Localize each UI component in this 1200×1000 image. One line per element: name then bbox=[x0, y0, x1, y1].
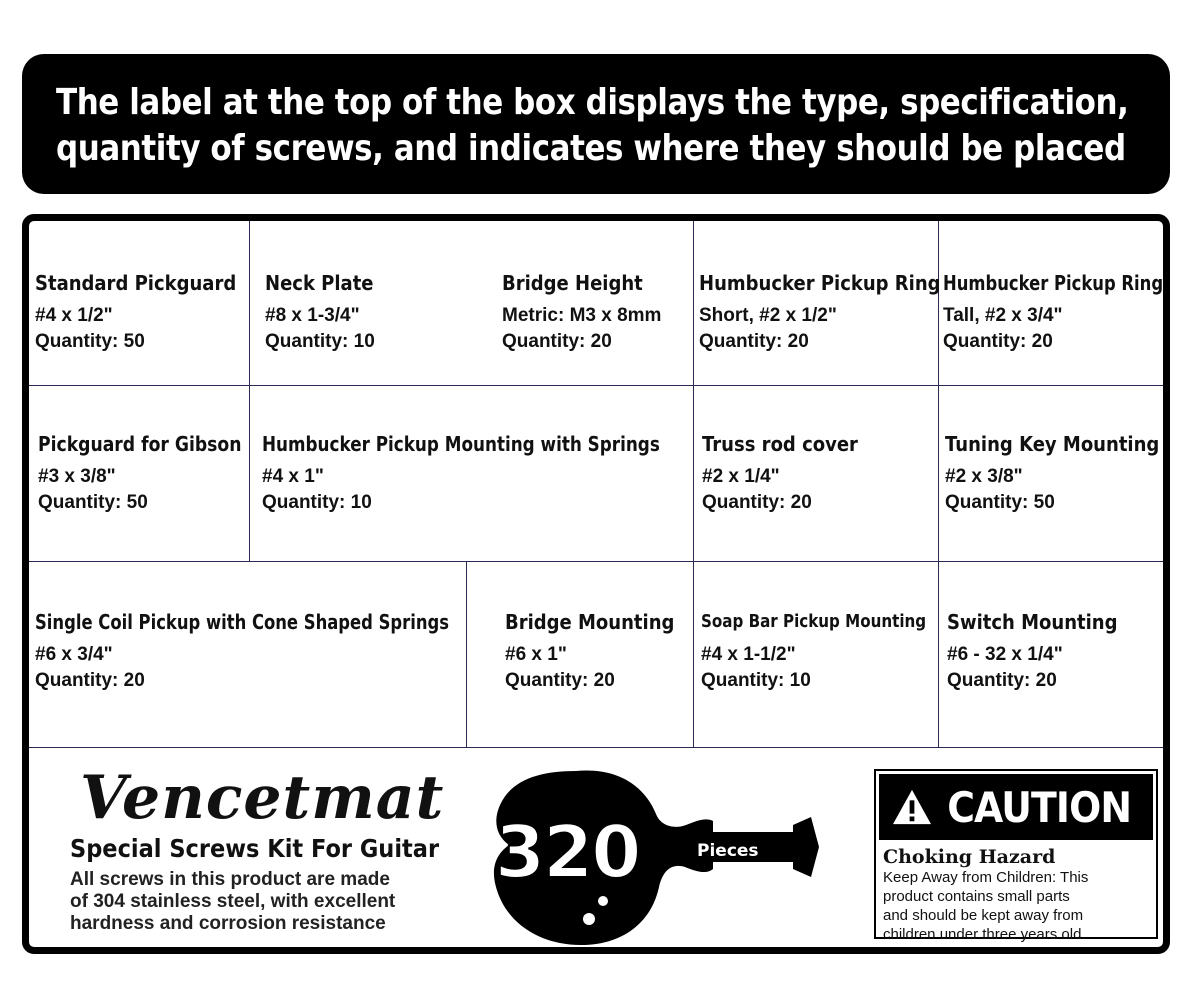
cell-quantity: Quantity: 20 bbox=[947, 670, 1057, 691]
cell-title: Standard Pickguard bbox=[35, 271, 237, 295]
caution-line: Keep Away from Children: This bbox=[883, 869, 1089, 886]
caution-title: Choking Hazard bbox=[883, 846, 1056, 868]
cell-spec: Short, #2 x 1/2" bbox=[699, 305, 837, 326]
cell-spec: #6 - 32 x 1/4" bbox=[947, 644, 1063, 665]
piece-unit: Pieces bbox=[697, 841, 759, 861]
screw-cell bbox=[250, 221, 694, 386]
screw-cell bbox=[939, 562, 1170, 748]
brand-subtitle: Special Screws Kit For Guitar bbox=[70, 834, 440, 863]
caution-label bbox=[874, 769, 1158, 943]
cell-title: Switch Mounting bbox=[947, 610, 1118, 634]
warning-icon bbox=[891, 788, 933, 826]
screw-cell bbox=[467, 562, 694, 748]
caution-line: children under three years old. bbox=[883, 926, 1086, 943]
cell-title: Single Coil Pickup with Cone Shaped Springs bbox=[35, 610, 450, 634]
guitar-icon bbox=[481, 759, 821, 949]
caution-header bbox=[879, 774, 1153, 840]
cell-spec: #2 x 1/4" bbox=[702, 466, 780, 487]
cell-spec: #6 x 1" bbox=[505, 644, 567, 665]
cell-title: Humbucker Pickup Mounting with Springs bbox=[262, 432, 660, 456]
caution-line: and should be kept away from bbox=[883, 907, 1084, 924]
cell-quantity: Quantity: 10 bbox=[265, 331, 375, 352]
cell-quantity: Quantity: 20 bbox=[502, 331, 612, 352]
cell-quantity: Quantity: 20 bbox=[35, 670, 145, 691]
cell-quantity: Quantity: 10 bbox=[262, 492, 372, 513]
cell-quantity: Quantity: 20 bbox=[943, 331, 1053, 352]
cell-spec: #3 x 3/8" bbox=[38, 466, 116, 487]
cell-spec: #4 x 1-1/2" bbox=[701, 644, 796, 665]
brand-description bbox=[70, 869, 480, 935]
cell-quantity: Quantity: 50 bbox=[945, 492, 1055, 513]
screw-cell bbox=[250, 386, 694, 562]
piece-count: 320 bbox=[495, 810, 640, 894]
cell-spec: #4 x 1" bbox=[262, 466, 324, 487]
brand-block bbox=[70, 763, 480, 935]
cell-quantity: Quantity: 20 bbox=[699, 331, 809, 352]
cell-title: Humbucker Pickup Ring bbox=[699, 271, 941, 295]
cell-quantity: Quantity: 20 bbox=[702, 492, 812, 513]
cell-title: Humbucker Pickup Ring bbox=[943, 271, 1164, 295]
brand-desc-line: All screws in this product are made bbox=[70, 869, 390, 890]
cell-quantity: Quantity: 20 bbox=[505, 670, 615, 691]
cell-spec: Metric: M3 x 8mm bbox=[502, 305, 662, 326]
cell-title: Neck Plate bbox=[265, 271, 374, 295]
cell-quantity: Quantity: 50 bbox=[35, 331, 145, 352]
cell-spec: #8 x 1-3/4" bbox=[265, 305, 360, 326]
cell-quantity: Quantity: 10 bbox=[701, 670, 811, 691]
label-box bbox=[22, 214, 1170, 954]
brand-name: Vencetmat bbox=[80, 763, 445, 833]
cell-spec: #6 x 3/4" bbox=[35, 644, 113, 665]
screw-cell bbox=[694, 562, 939, 748]
header-banner bbox=[22, 54, 1170, 194]
screw-cell bbox=[939, 221, 1170, 386]
banner-line-2: quantity of screws, and indicates where they should be placed bbox=[56, 128, 1126, 169]
caution-heading: CAUTION bbox=[947, 782, 1131, 832]
cell-title: Pickguard for Gibson bbox=[38, 432, 242, 456]
cell-title: Soap Bar Pickup Mounting bbox=[701, 611, 927, 632]
screw-cell bbox=[694, 221, 939, 386]
caution-line: product contains small parts bbox=[883, 888, 1070, 905]
cell-spec: #4 x 1/2" bbox=[35, 305, 113, 326]
cell-spec: #2 x 3/8" bbox=[945, 466, 1023, 487]
cell-quantity: Quantity: 50 bbox=[38, 492, 148, 513]
banner-line-1: The label at the top of the box displays the type, specification, bbox=[56, 82, 1129, 123]
brand-desc-line: hardness and corrosion resistance bbox=[70, 913, 386, 934]
cell-spec: Tall, #2 x 3/4" bbox=[943, 305, 1063, 326]
cell-title: Bridge Mounting bbox=[505, 610, 675, 634]
screw-cell bbox=[29, 386, 250, 562]
screw-cell bbox=[29, 221, 250, 386]
cell-title: Truss rod cover bbox=[702, 432, 858, 456]
screw-cell bbox=[29, 562, 467, 748]
cell-title: Tuning Key Mounting bbox=[945, 432, 1160, 456]
screw-cell bbox=[939, 386, 1170, 562]
cell-title: Bridge Height bbox=[502, 271, 643, 295]
screw-cell bbox=[694, 386, 939, 562]
brand-desc-line: of 304 stainless steel, with excellent bbox=[70, 891, 396, 912]
